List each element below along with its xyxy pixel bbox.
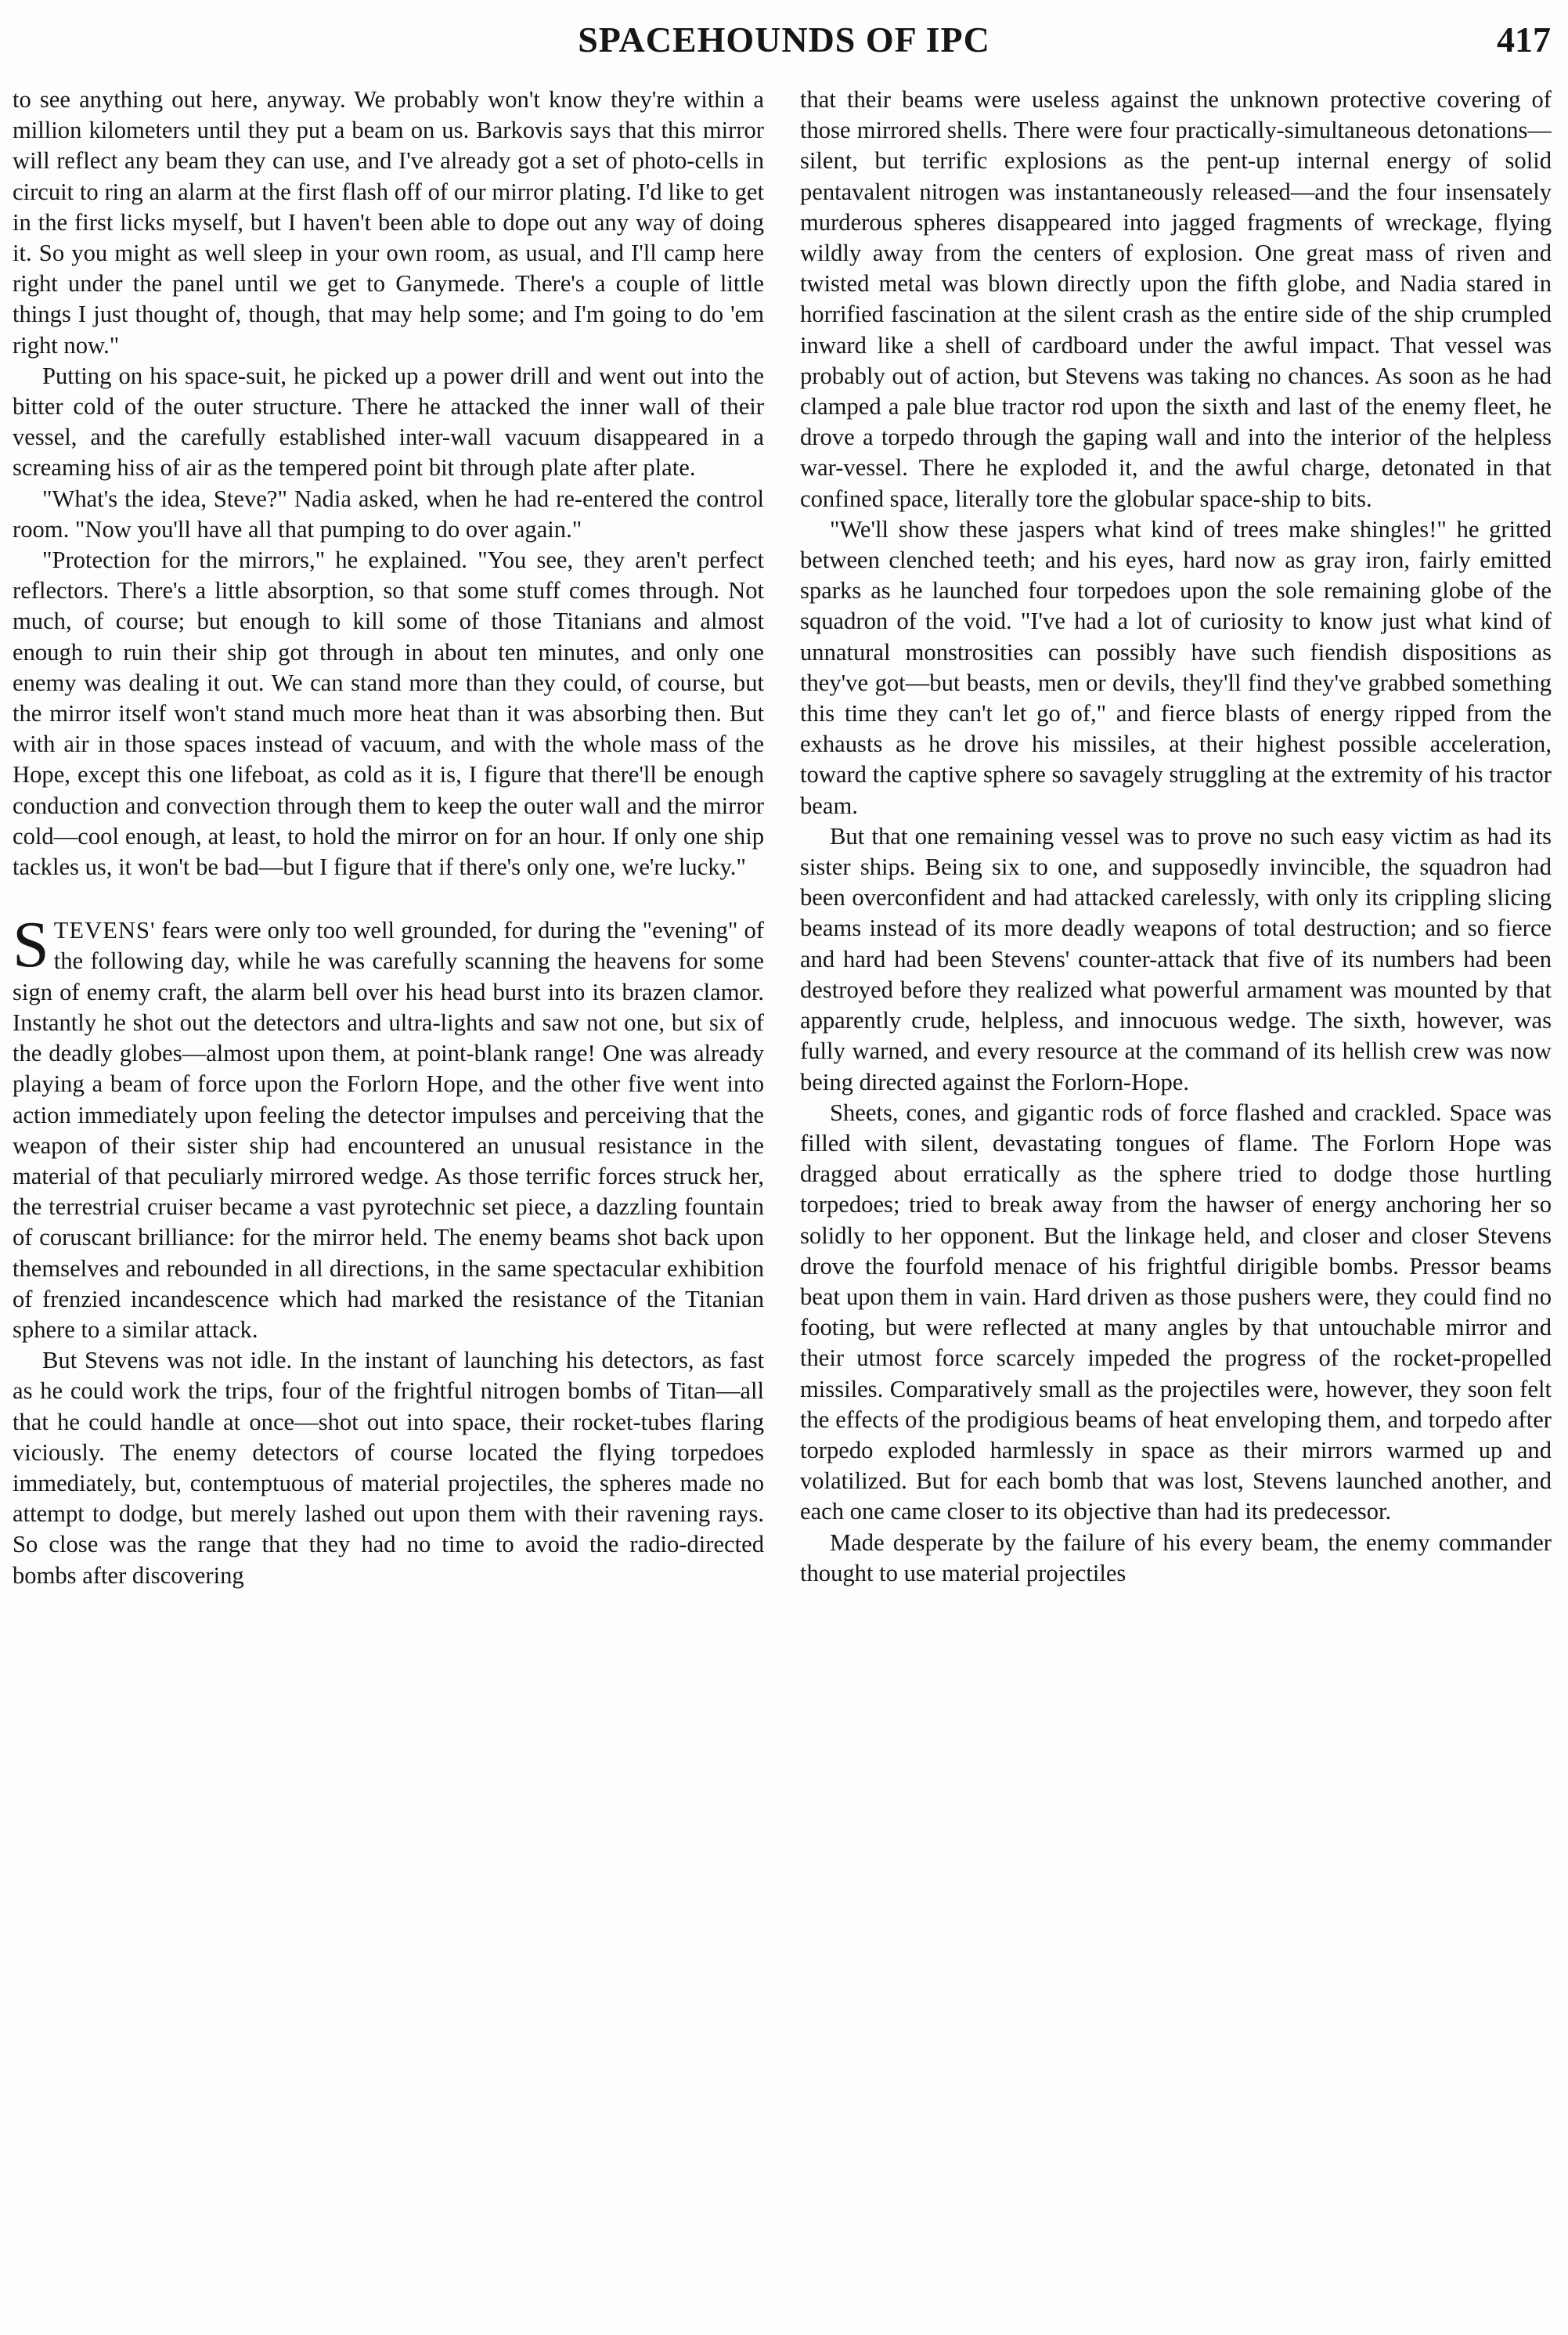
right-column — [800, 85, 1552, 2324]
running-title: SPACEHOUNDS OF IPC — [578, 20, 990, 60]
paragraph: Sheets, cones, and gigantic rods of force flashed and crackled. Space was filled with silent, devastating tongues of flame. The Forlorn Hope was dragged about erratically as the sphere tried to dodge those hurtling torpedoes; tried to break away from the hawser of energy anchoring her so solidly to her opponent. But the linkage held, and closer and closer Stevens drove the fourfold menace of his frightful dirigible bombs. Pressor beams beat upon them in vain. Hard driven as those pushers were, they could find no footing, but were reflected at many angles by that untouchable mirror and their utmost force scarcely impeded the progress of the rocket-propelled missiles. Comparatively small as the projectiles were, however, they soon felt the effects of the prodigious beams of heat enveloping them, and torpedo after torpedo exploded harmlessly in space as their mirrors warmed up and volatilized. But for each bomb that was lost, Stevens launched another, and each one came closer to its objective than had its predecessor. — [800, 1099, 1552, 1525]
paragraph: Putting on his space-suit, he picked up a power drill and went out into the bitter cold of the outer structure. There he attacked the inner wall of their vessel, and the carefully established inter-wall vacuum disappeared in a screaming hiss of air as the tempered point bit through plate after plate. — [13, 362, 764, 482]
paragraph: "What's the idea, Steve?" Nadia asked, when he had re-entered the control room. "Now you'll have all that pumping to do over again." — [13, 485, 764, 543]
paragraph: "We'll show these jaspers what kind of trees make shingles!" he gritted between clenched teeth; and his eyes, hard now as gray iron, fairly emitted sparks as he launched four torpedoes upon the sole remaining globe of the squadron of the void. "I've had a lot of curiosity to know just what kind of unnatural monstrosities can possibly have such fiendish dispositions as they've got—but beasts, men or devils, they'll find they've grabbed something this time they can't let go of," and fierce blasts of energy ripped from the exhausts as he drove his missiles, at their highest possible acceleration, toward the captive sphere so savagely struggling at the extremity of his tractor beam. — [800, 515, 1552, 819]
paragraph: that their beams were useless against the unknown protective covering of those mirrored shells. There were four practically-simultaneous detonations—silent, but terrific explosions as the pent-up internal energy of solid pentavalent nitrogen was instantaneously released—and the four insensately murderous spheres disappeared into jagged fragments of wreckage, flying wildly away from the centers of explosion. One great mass of riven and twisted metal was blown directly upon the fifth globe, and Nadia stared in horrified fascination at the silent crash as the entire side of the ship crumpled inward like a shell of cardboard under the awful impact. That vessel was probably out of action, but Stevens was taking no chances. As soon as he had clamped a pale blue tractor rod upon the sixth and last of the enemy fleet, he drove a torpedo through the gaping wall and into the interior of the helpless war-vessel. There he exploded it, and the awful charge, detonated in that confined space, literally tore the globular space-ship to bits. — [800, 86, 1552, 512]
paragraph-text: fears were only too well grounded, for during the "evening" of the following day, while he was carefully scanning the heavens for some sign of enemy craft, the alarm bell over his head burst into its brazen clamor. Instantly he shot out the detectors and ultra-lights and saw not one, but six of the deadly globes—almost upon them, at point-blank range! One was already playing a beam of force upon the Forlorn Hope, and the other five went into action immediately upon feeling the detector impulses and perceiving that the weapon of their sister ship had encountered an unusual resistance in the material of that peculiarly mirrored wedge. As those terrific forces struck her, the terrestrial cruiser became a vast pyrotechnic set piece, a dazzling fountain of coruscant brilliance: for the mirror held. The enemy beams shot back upon themselves and rebounded in all directions, in the same spectacular exhibition of frenzied incandescence which had marked the resistance of the Titanian sphere to a similar attack. — [13, 917, 764, 1343]
page-number: 417 — [1497, 20, 1551, 60]
paragraph: But that one remaining vessel was to prove no such easy victim as had its sister ships. Being six to one, and supposedly invincible, the squadron had been overconfident and had attacked carelessly, with only its crippling slicing beams instead of its more deadly weapons of total destruction; and so fierce and hard had been Stevens' counter-attack that five of its numbers had been destroyed before they realized what powerful armament was mounted by that apparently crude, helpless, and innocuous wedge. The sixth, however, was fully warned, and every resource at the command of its hellish crew was now being directed against the Forlorn-Hope. — [800, 822, 1552, 1095]
drop-cap: S — [13, 908, 49, 982]
page-header — [11, 14, 1557, 69]
paragraph: But Stevens was not idle. In the instant of launching his detectors, as fast as he could work the trips, four of the frightful nitrogen bombs of Titan—all that he could handle at once—shot out into space, their rocket-tubes flaring viciously. The enemy detectors of course located the flying torpedoes immediately, but, contemptuous of material projectiles, the spheres made no attempt to dodge, but merely lashed out upon them with their ravening rays. So close was the range that they had no time to avoid the radio-directed bombs after discovering — [13, 1347, 764, 1589]
paragraph: Made desperate by the failure of his every beam, the enemy commander thought to use material projectiles — [800, 1528, 1552, 1586]
text-columns — [13, 85, 1553, 2324]
lead-caps: TEVENS' — [53, 917, 156, 944]
section-opening-paragraph — [13, 908, 764, 1345]
paragraph: "Protection for the mirrors," he explained. "You see, they aren't perfect reflectors. There's a little absorption, so that some stuff comes through. Not much, of course; but enough to kill some of those Titanians and almost enough to ruin their ship got through in about ten minutes, and only one enemy was dealing it out. We can stand more than they could, of course, but the mirror itself won't stand much more heat than it was absorbing then. But with air in those spaces instead of vacuum, and with the whole mass of the Hope, except this one lifeboat, as cold as it is, I figure that there'll be enough conduction and convection through them to keep the outer wall and the mirror cold—cool enough, at least, to hold the mirror on for an hour. If only one ship tackles us, it won't be bad—but I figure that if there's only one, we're lucky." — [13, 547, 764, 881]
left-column — [13, 85, 764, 2324]
paragraph: to see anything out here, anyway. We probably won't know they're within a million kilometers until they put a beam on us. Barkovis says that this mirror will reflect any beam they can use, and I've already got a set of photo-cells in circuit to ring an alarm at the first flash off of our mirror plating. I'd like to get in the first licks myself, but I haven't been able to dope out any way of doing it. So you might as well sleep in your own room, as usual, and I'll camp here right under the panel until we get to Ganymede. There's a couple of little things I just thought of, though, that may help some; and I'm going to do 'em right now." — [13, 86, 764, 359]
